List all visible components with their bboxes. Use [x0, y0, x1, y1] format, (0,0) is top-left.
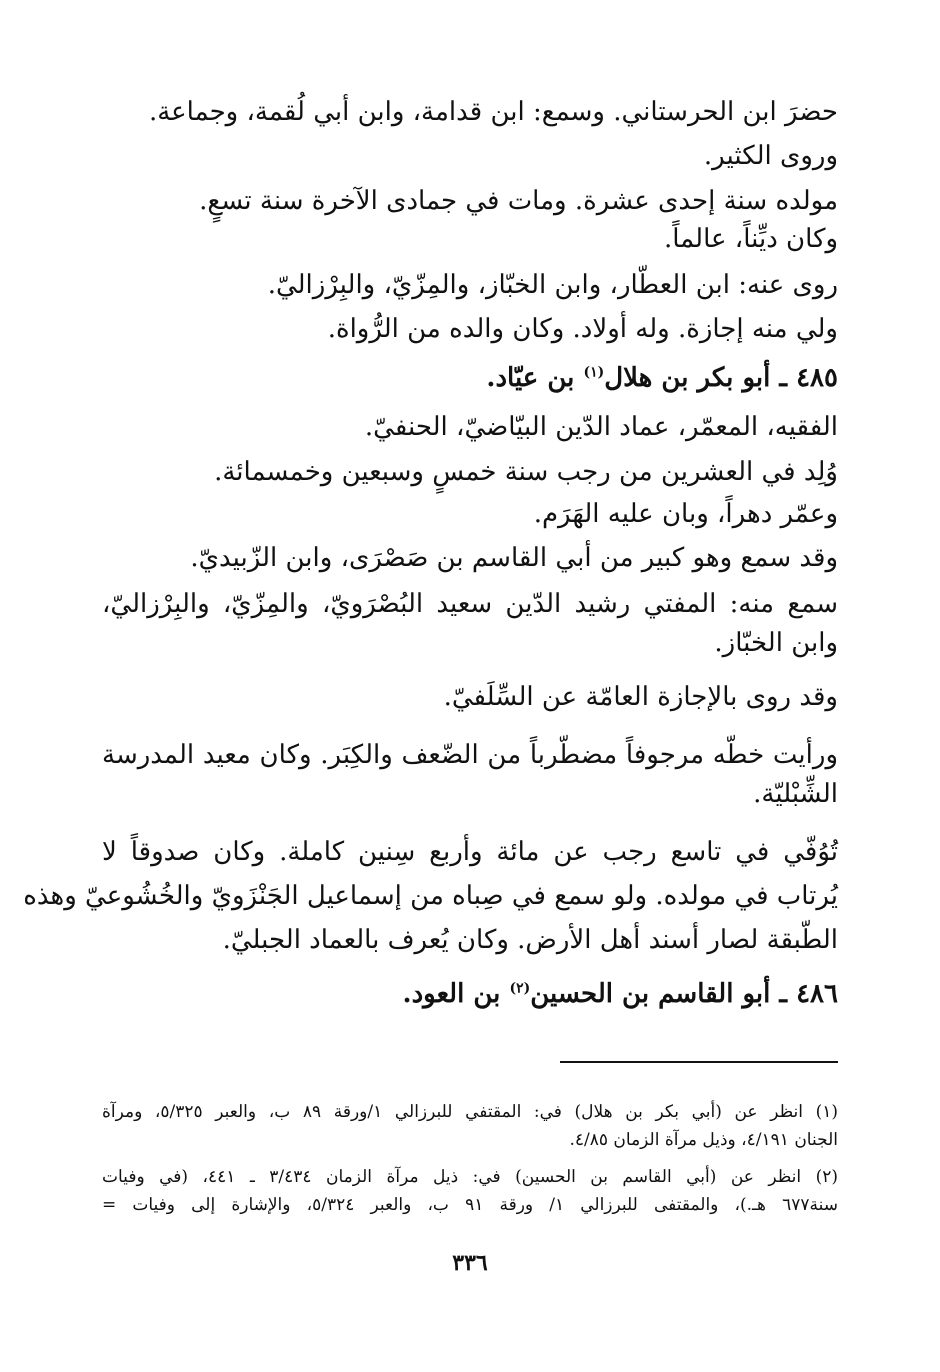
text-line: روى عنه: ابن العطّار، وابن الخبّاز، والمِزّيّ، والبِرْزاليّ.: [267, 270, 838, 300]
text-line: وقد روى بالإجازة العامّة عن السِّلَفيّ.: [443, 682, 838, 712]
text-line: مولده سنة إحدى عشرة. ومات في جمادى الآخرة سنة تسعٍ.: [199, 186, 838, 216]
text-line: الشِّبْليّة.: [753, 779, 838, 809]
entry-heading-485: [486, 360, 838, 396]
text-line: وُلِد في العشرين من رجب سنة خمسٍ وسبعين وخمسمائة.: [214, 457, 838, 487]
footnote-line: (٢) انظر عن (أبي القاسم بن الحسين) في: ذيل مرآة الزمان ٣/٤٣٤ ـ ٤٤١، (في وفيات: [102, 1167, 838, 1187]
footnote-line: (١) انظر عن (أبي بكر بن هلال) في: المقتفي للبرزالي ١/ورقة ٨٩ ب، والعبر ٥/٣٢٥، ومرآة: [102, 1102, 838, 1122]
entry-heading-486: [403, 976, 838, 1012]
entry-title: ٤٨٥ ـ أبو بكر بن هلال: [604, 363, 838, 393]
page-number: ٣٣٦: [452, 1250, 488, 1276]
text-line: حضرَ ابن الحرستاني. وسمع: ابن قدامة، وابن أبي لُقمة، وجماعة.: [148, 97, 838, 127]
text-line: وابن الخبّاز.: [714, 628, 838, 658]
text-line: تُوُفّي في تاسع رجب عن مائة وأربع سِنين كاملة. وكان صدوقاً لا: [102, 837, 838, 867]
text-line: وكان ديِّناً، عالماً.: [663, 224, 838, 254]
footnote-line: الجنان ٤/١٩١، وذيل مرآة الزمان ٤/٨٥.: [569, 1130, 838, 1150]
text-line: وقد سمع وهو كبير من أبي القاسم بن صَصْرَى، وابن الزّبيديّ.: [190, 543, 838, 573]
text-line: الطّبقة لصار أسند أهل الأرض. وكان يُعرف بالعماد الجبليّ.: [222, 925, 838, 955]
text-line: وروى الكثير.: [703, 141, 838, 171]
text-line: الفقيه، المعمّر، عماد الدّين البيّاضيّ، الحنفيّ.: [364, 412, 838, 442]
footnote-separator: [560, 1061, 838, 1063]
text-line: يُرتاب في مولده. ولو سمع في صِباه من إسماعيل الجَنْزَويّ والخُشُوعيّ وهذه: [23, 881, 838, 911]
footnote-ref: (١): [583, 364, 605, 381]
footnote-line: سنة٦٧٧ هـ.)، والمقتفى للبرزالي ١/ ورقة ٩١ ب، والعبر ٥/٣٢٤، والإشارة إلى وفيات =: [102, 1195, 839, 1215]
text-line: سمع منه: المفتي رشيد الدّين سعيد البُصْرَويّ، والمِزّيّ، والبِرْزاليّ،: [102, 589, 838, 619]
entry-title-end: بن عيّاد.: [486, 363, 584, 393]
entry-title-end: بن العود.: [402, 979, 510, 1009]
text-line: ورأيت خطّه مرجوفاً مضطّرباً من الضّعف والكِبَر. وكان معيد المدرسة: [102, 740, 838, 770]
text-line: وعمّر دهراً، وبان عليه الهَرَم.: [533, 499, 838, 529]
footnote-ref: (٢): [509, 980, 531, 997]
text-line: ولي منه إجازة. وله أولاد. وكان والده من الرُّواة.: [327, 314, 838, 344]
entry-title: ٤٨٦ ـ أبو القاسم بن الحسين: [530, 979, 838, 1009]
